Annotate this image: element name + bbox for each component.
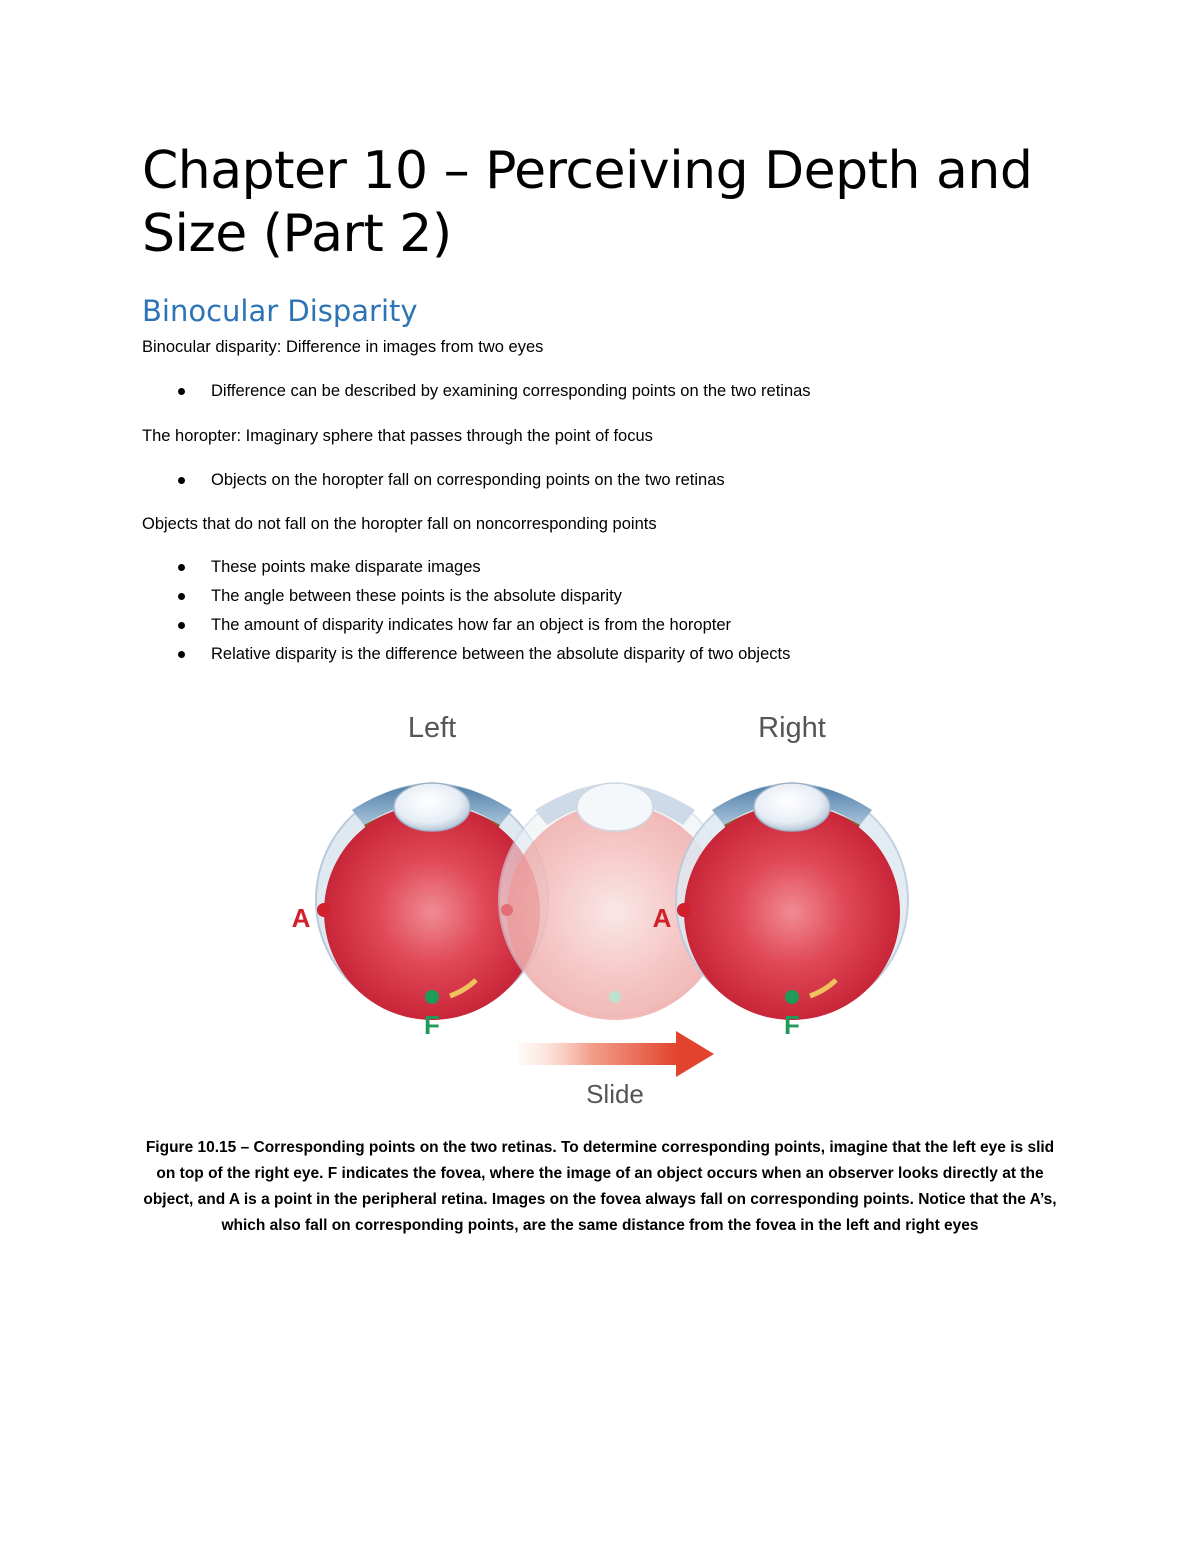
bullet-icon <box>178 593 185 600</box>
list-item: Difference can be described by examining corresponding points on the two retinas <box>142 380 811 409</box>
bullet-icon <box>178 564 185 571</box>
slide-label: Slide <box>586 1079 644 1109</box>
point-a-left <box>317 903 331 917</box>
section-heading: Binocular Disparity <box>142 294 418 328</box>
bullet-icon <box>178 622 185 629</box>
bullet-list-1 <box>142 380 811 409</box>
label-f-right: F <box>784 1010 800 1040</box>
figure-caption: Figure 10.15 – Corresponding points on the two retinas. To determine corresponding points, imagine that the left eye is slid on top of the right eye. F indicates the fovea, where the image of an object occurs when an observer looks directly at the object, and A is a point in the peripheral retina. Images on the fovea always fall on corresponding points. Notice that the A’s, which also fall on corresponding points, are the same distance from the fovea in the left and right eyes <box>143 1139 1057 1234</box>
list-item: The amount of disparity indicates how far an object is from the horopter <box>142 614 790 643</box>
list-item: Objects on the horopter fall on corresponding points on the two retinas <box>142 469 725 498</box>
point-f-left <box>425 990 439 1004</box>
eye-slide-figure <box>280 700 920 1120</box>
list-item: These points make disparate images <box>142 556 790 585</box>
list-item: Relative disparity is the difference between the absolute disparity of two objects <box>142 643 790 672</box>
label-left: Left <box>407 712 457 744</box>
binocular-disparity-definition: Binocular disparity: Difference in images from two eyes <box>142 338 544 356</box>
label-a-left: A <box>291 903 311 933</box>
list-item: The angle between these points is the absolute disparity <box>142 585 790 614</box>
bullet-icon <box>178 477 185 484</box>
chapter-title: Chapter 10 – Perceiving Depth and Size (Part 2) <box>142 141 1033 264</box>
label-right: Right <box>758 712 826 744</box>
point-f-right <box>785 990 799 1004</box>
bullet-list-2 <box>142 469 725 498</box>
label-f-left: F <box>424 1010 440 1040</box>
right-eye-icon <box>676 783 908 1020</box>
point-a-right <box>677 903 691 917</box>
bullet-icon <box>178 388 185 395</box>
bullet-icon <box>178 651 185 658</box>
horopter-definition: The horopter: Imaginary sphere that passes through the point of focus <box>142 427 653 445</box>
label-a-right: A <box>652 903 672 933</box>
bullet-list-3 <box>142 556 790 672</box>
noncorresponding-points-text: Objects that do not fall on the horopter fall on noncorresponding points <box>142 515 657 533</box>
slide-arrow-icon <box>518 1031 714 1077</box>
